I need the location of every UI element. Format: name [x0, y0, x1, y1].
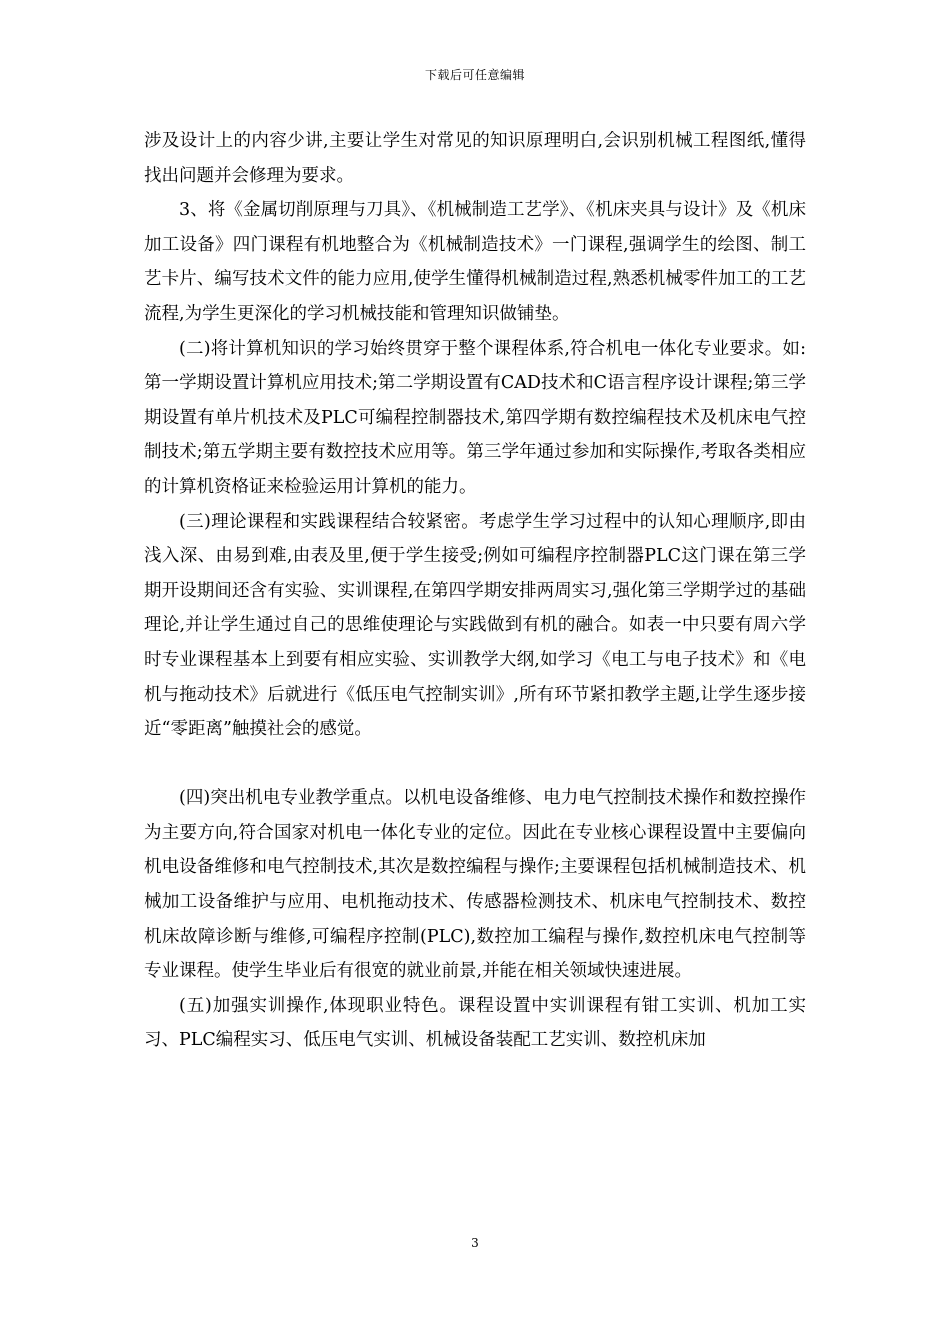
paragraph-section-2: (二)将计算机知识的学习始终贯穿于整个课程体系,符合机电一体化专业要求。如:第一学期设置计算机应用技术;第二学期设置有CAD技术和C语言程序设计课程;第三学期设置有单片机技术及PLC可编程控制器技术,第四学期有数控编程技术及机床电气控制技术;第五学期主要有数控技术应用等。第三学年通过参加和实际操作,考取各类相应的计算机资格证来检验运用计算机的能力。 [144, 338, 806, 497]
paragraph-section-3: (三)理论课程和实践课程结合较紧密。考虑学生学习过程中的认知心理顺序,即由浅入深、由易到难,由表及里,便于学生接受;例如可编程序控制器PLC这门课在第三学期开设期间还含有实验、实训课程,在第四学期安排两周实习,强化第三学期学过的基础理论,并让学生通过自己的思维使理论与实践做到有机的融合。如表一中只要有周六学时专业课程基本上到要有相应实验、实训教学大纲,如学习《电工与电子技术》和《电机与拖动技术》后就进行《低压电气控制实训》,所有环节紧扣教学主题,让学生逐步接近“零距离”触摸社会的感觉。 [144, 511, 806, 740]
paragraph-spacer [144, 747, 806, 782]
page-header-note: 下载后可任意编辑 [424, 68, 525, 82]
paragraph-section-4: (四)突出机电专业教学重点。以机电设备维修、电力电气控制技术操作和数控操作为主要方向,符合国家对机电一体化专业的定位。因此在专业核心课程设置中主要偏向机电设备维修和电气控制技术,其次是数控编程与操作;主要课程包括机械制造技术、机械加工设备维护与应用、电机拖动技术、传感器检测技术、机床电气控制技术、数控机床故障诊断与维修,可编程序控制(PLC),数控加工编程与操作,数控机床电气控制等专业课程。使学生毕业后有很宽的就业前景,并能在相关领域快速进展。 [144, 788, 806, 982]
paragraph-item-3: 3、将《金属切削原理与刀具》、《机械制造工艺学》、《机床夹具与设计》及《机床加工设备》四门课程有机地整合为《机械制造技术》一门课程,强调学生的绘图、制工艺卡片、编写技术文件的能力应用,使学生懂得机械制造过程,熟悉机械零件加工的工艺流程,为学生更深化的学习机械技能和管理知识做铺垫。 [144, 200, 806, 324]
page-number: 3 [471, 1236, 479, 1250]
document-body [144, 124, 806, 1058]
paragraph-section-5: (五)加强实训操作,体现职业特色。课程设置中实训课程有钳工实训、机加工实习、PLC编程实习、低压电气实训、机械设备装配工艺实训、数控机床加 [144, 995, 806, 1051]
paragraph-continuation: 涉及设计上的内容少讲,主要让学生对常见的知识原理明白,会识别机械工程图纸,懂得找出问题并会修理为要求。 [144, 131, 806, 186]
